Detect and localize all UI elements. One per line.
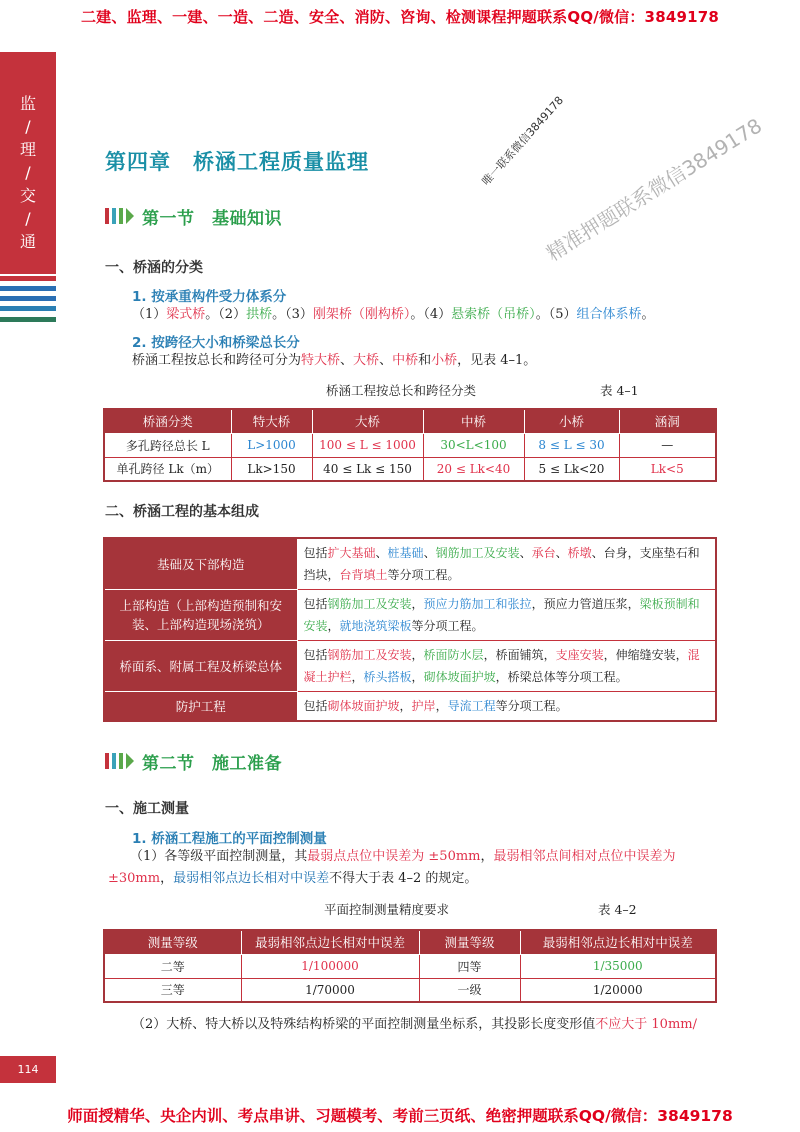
table-cell: 二等: [104, 954, 241, 978]
table-cell: 包括扩大基础、桩基础、钢筋加工及安装、承台、桥墩、台身，支座垫石和挡块，台背填土等分项工程。: [297, 538, 716, 590]
table-header-cell: 测量等级: [104, 930, 241, 954]
survey-precision-table: [103, 929, 717, 1003]
section-title: 第二节 施工准备: [142, 753, 282, 774]
table-header-cell: 最弱相邻点边长相对中误差: [241, 930, 419, 954]
section-bars-icon: [105, 208, 134, 224]
table-cell: 5 ≤ Lk<20: [524, 457, 619, 481]
side-stripe: [0, 306, 56, 311]
table-row: [104, 590, 716, 641]
table-cell: 30<L<100: [423, 433, 524, 457]
span-intro-text: 桥涵工程按总长和跨径可分为特大桥、大桥、中桥和小桥，见表 4–1。: [132, 353, 537, 368]
table-number: 表 4–1: [600, 383, 639, 398]
table-row: [104, 978, 716, 1002]
table-header-cell: 大桥: [312, 409, 423, 433]
table-header-cell: 测量等级: [419, 930, 520, 954]
bridge-types-text: （1）梁式桥。（2）拱桥。（3）刚架桥（刚构桥）。（4）悬索桥（吊桥）。（5）组合体系桥。: [132, 307, 655, 322]
subheading-span: 2. 按跨径大小和桥梁总长分: [132, 335, 300, 351]
table-row-label: 基础及下部构造: [104, 538, 297, 590]
table-cell: Lk<5: [619, 457, 716, 481]
table-header-cell: 涵洞: [619, 409, 716, 433]
heading-classification: 一、桥涵的分类: [105, 260, 203, 276]
table-header-row: [104, 930, 716, 954]
table-caption: 桥涵工程按总长和跨径分类: [326, 383, 477, 398]
table-cell: 包括砌体坡面护坡，护岸，导流工程等分项工程。: [297, 692, 716, 722]
table-cell: 40 ≤ Lk ≤ 150: [312, 457, 423, 481]
table-cell: 一级: [419, 978, 520, 1002]
table-row: [104, 538, 716, 590]
table-cell: 1/70000: [241, 978, 419, 1002]
watermark-text: 精准押题联系微信3849178: [542, 113, 767, 266]
table-header-cell: 小桥: [524, 409, 619, 433]
table-cell: 三等: [104, 978, 241, 1002]
table-header-cell: 中桥: [423, 409, 524, 433]
survey-paragraph-1: （1）各等级平面控制测量，其最弱点点位中误差为 ±50mm，最弱相邻点间相对点位中误差为±30mm，最弱相邻点边长相对中误差不得大于表 4–2 的规定。: [108, 849, 676, 886]
table-row-label: 上部构造（上部构造预制和安装、上部构造现场浇筑）: [104, 590, 297, 641]
table-cell: 多孔跨径总长 L: [104, 433, 231, 457]
table-cell: 1/35000: [520, 954, 716, 978]
top-promo-banner: 二建、监理、一建、一造、二造、安全、消防、咨询、检测课程押题联系QQ/微信：3849178: [80, 8, 720, 26]
section-bars-icon: [105, 753, 134, 769]
heading-composition: 二、桥涵工程的基本组成: [105, 504, 259, 520]
side-stripe: [0, 296, 56, 301]
heading-survey: 一、施工测量: [105, 801, 189, 817]
table-row: [104, 433, 716, 457]
table-cell: 包括钢筋加工及安装，桥面防水层，桥面铺筑，支座安装，伸缩缝安装，混凝土护栏，桥头搭板，砌体坡面护坡，桥梁总体等分项工程。: [297, 641, 716, 692]
table-row-label: 防护工程: [104, 692, 297, 722]
survey-paragraph-2: （2）大桥、特大桥以及特殊结构桥梁的平面控制测量坐标系，其投影长度变形值不应大于 10mm/: [132, 1017, 697, 1032]
section-heading: [105, 750, 282, 772]
subheading-control-survey: 1. 桥涵工程施工的平面控制测量: [132, 831, 327, 847]
side-tab-label: 监 / 理 / 交 / 通: [19, 94, 36, 251]
table-header-row: [104, 409, 716, 433]
watermark-text: 唯一联系微信3849178: [479, 93, 567, 189]
table-cell: 20 ≤ Lk<40: [423, 457, 524, 481]
side-stripe: [0, 276, 56, 281]
side-stripe: [0, 317, 56, 322]
table-header-cell: 桥涵分类: [104, 409, 231, 433]
table-cell: 单孔跨径 Lk（m）: [104, 457, 231, 481]
table-row: [104, 954, 716, 978]
table-cell: 8 ≤ L ≤ 30: [524, 433, 619, 457]
table-cell: 1/100000: [241, 954, 419, 978]
table-cell: —: [619, 433, 716, 457]
table-caption: 平面控制测量精度要求: [324, 902, 450, 917]
table-cell: 四等: [419, 954, 520, 978]
section-heading: [105, 205, 282, 227]
table-cell: 1/20000: [520, 978, 716, 1002]
table-row: [104, 641, 716, 692]
subheading-structure: 1. 按承重构件受力体系分: [132, 289, 287, 305]
table-number: 表 4–2: [598, 902, 637, 917]
section-title: 第一节 基础知识: [142, 208, 282, 229]
table-row-label: 桥面系、附属工程及桥梁总体: [104, 641, 297, 692]
chapter-title: 第四章 桥涵工程质量监理: [105, 150, 369, 174]
page-number: 114: [0, 1056, 56, 1083]
table-header-cell: 最弱相邻点边长相对中误差: [520, 930, 716, 954]
bottom-promo-banner: 师面授精华、央企内训、考点串讲、习题模考、考前三页纸、绝密押题联系QQ/微信：3849178: [67, 1107, 733, 1125]
table-cell: Lk>150: [231, 457, 312, 481]
table-row: [104, 457, 716, 481]
table-cell: L>1000: [231, 433, 312, 457]
table-header-cell: 特大桥: [231, 409, 312, 433]
table-cell: 100 ≤ L ≤ 1000: [312, 433, 423, 457]
composition-table: [103, 537, 717, 722]
table-cell: 包括钢筋加工及安装，预应力筋加工和张拉，预应力管道压浆，梁板预制和安装，就地浇筑梁板等分项工程。: [297, 590, 716, 641]
side-stripe: [0, 286, 56, 291]
span-classification-table: [103, 408, 717, 482]
table-row: [104, 692, 716, 722]
